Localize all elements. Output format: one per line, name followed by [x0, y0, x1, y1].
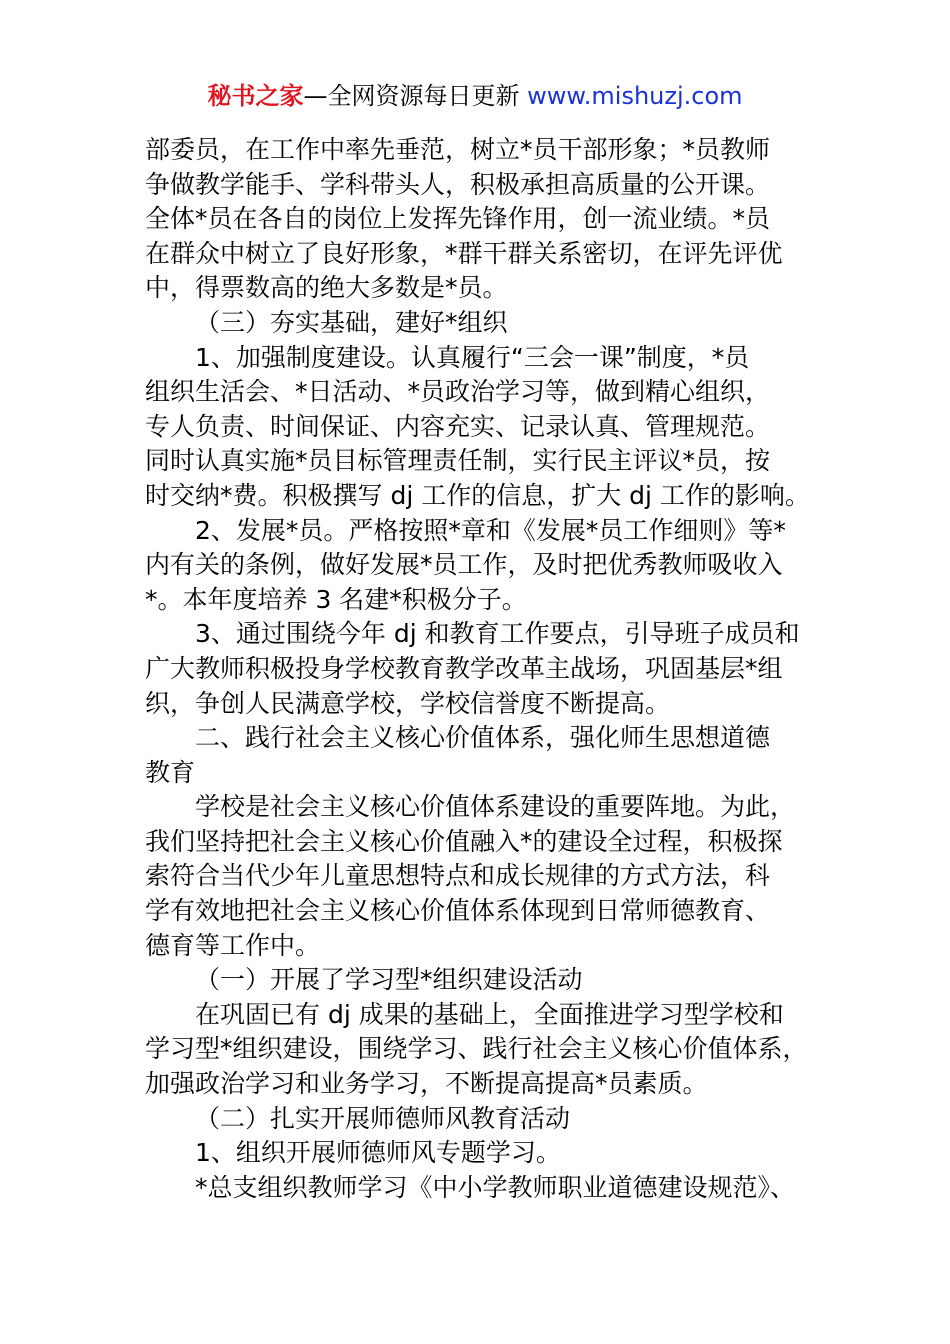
text-line: 时交纳*费。积极撰写 dj 工作的信息，扩大 dj 工作的影响。	[145, 480, 810, 510]
site-tagline: —全网资源每日更新	[303, 82, 528, 110]
text-line: 3、通过围绕今年 dj 和教育工作要点，引导班子成员和	[195, 619, 800, 649]
text-line: （三）夯实基础，建好*组织	[195, 307, 508, 337]
text-line: 在群众中树立了良好形象，*群干群关系密切，在评先评优	[145, 238, 783, 268]
site-url-link[interactable]: www.mishuzj.com	[527, 82, 743, 110]
text-line: 学有效地把社会主义核心价值体系体现到日常师德教育、	[145, 896, 771, 926]
text-line: （一）开展了学习型*组织建设活动	[195, 965, 583, 995]
text-line: 广大教师积极投身学校教育教学改革主战场，巩固基层*组	[145, 653, 783, 683]
text-line: 中，得票数高的绝大多数是*员。	[145, 273, 508, 303]
site-brand: 秘书之家	[207, 82, 304, 110]
document-body	[145, 133, 825, 1205]
text-line: 同时认真实施*员目标管理责任制，实行民主评议*员，按	[145, 446, 771, 476]
text-line: 1、加强制度建设。认真履行“三会一课”制度，*员	[195, 342, 750, 372]
text-line: *。本年度培养 3 名建*积极分子。	[145, 584, 527, 614]
text-line: 我们坚持把社会主义核心价值融入*的建设全过程，积极探	[145, 826, 783, 856]
text-line: （二）扎实开展师德师风教育活动	[195, 1103, 571, 1133]
text-line: 部委员，在工作中率先垂范，树立*员干部形象；*员教师	[145, 135, 771, 164]
text-line: *总支组织教师学习《中小学教师职业道德建设规范》、	[195, 1172, 796, 1202]
text-line: 学习型*组织建设，围绕学习、践行社会主义核心价值体系，	[145, 1034, 808, 1064]
text-line: 教育	[145, 757, 196, 787]
site-header	[0, 80, 950, 112]
text-line: 学校是社会主义核心价值体系建设的重要阵地。为此，	[195, 792, 796, 822]
text-line: 加强政治学习和业务学习，不断提高提高*员素质。	[145, 1069, 708, 1099]
text-line: 织，争创人民满意学校，学校信誉度不断提高。	[145, 688, 671, 718]
text-line: 德育等工作中。	[145, 930, 321, 960]
text-line: 组织生活会、*日活动、*员政治学习等，做到精心组织，	[145, 377, 771, 407]
text-line: 1、组织开展师德师风专题学习。	[195, 1138, 561, 1168]
text-line: 索符合当代少年儿童思想特点和成长规律的方式方法，科	[145, 861, 771, 891]
text-line: 专人负责、时间保证、内容充实、记录认真、管理规范。	[145, 411, 771, 441]
text-line: 争做教学能手、学科带头人，积极承担高质量的公开课。	[145, 169, 771, 199]
text-line: 2、发展*员。严格按照*章和《发展*员工作细则》等*	[195, 515, 786, 545]
text-line: 全体*员在各自的岗位上发挥先锋作用，创一流业绩。*员	[145, 204, 771, 234]
text-line: 内有关的条例，做好发展*员工作，及时把优秀教师吸收入	[145, 550, 783, 580]
text-line: 二、践行社会主义核心价值体系，强化师生思想道德	[195, 723, 771, 753]
text-line: 在巩固已有 dj 成果的基础上，全面推进学习型学校和	[195, 999, 784, 1029]
